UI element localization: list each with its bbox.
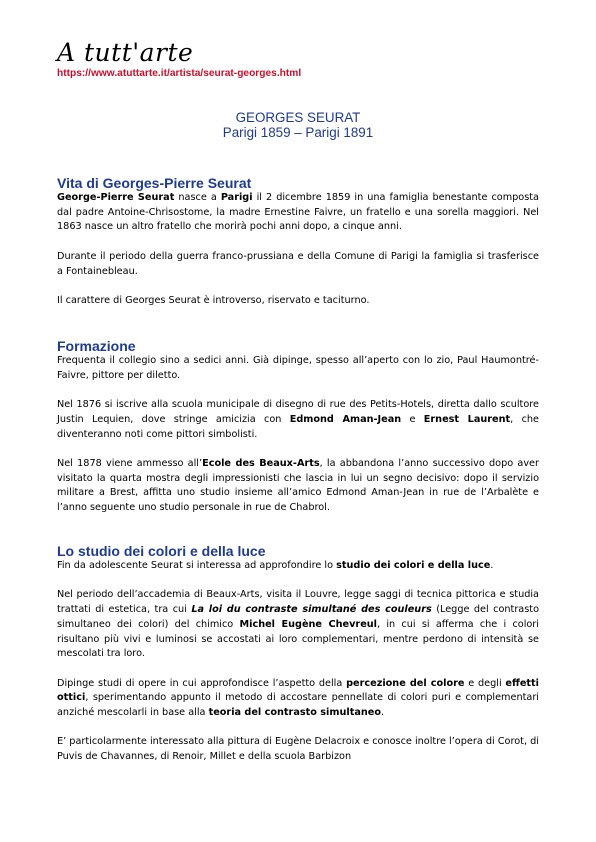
emphasized-text: percezione del colore [346,677,465,689]
body-paragraph [57,457,539,516]
section-heading: Lo studio dei colori e della luce [57,543,266,559]
text-run: Nel 1876 si iscrive alla scuola municipale di disegno di rue des Petits-Hotels, diretta dallo scultore Justin Lequien, dove stringe amicizia con [57,399,539,425]
section-heading: Formazione [57,338,136,354]
text-run: e [401,413,424,425]
body-paragraph [57,354,539,383]
body-paragraph [57,191,539,235]
emphasized-text: Ernest Laurent [423,413,511,425]
body-paragraph [57,398,539,442]
text-run: , la abbandona l’anno successivo dopo aver visitato la quarta mostra degli impressionisti che lascia in lui un segno decisivo: dopo il servizio militare a Brest, affitta uno studio insieme all’amico Edmond Aman-Jean in rue de l’Arbalète e l’anno seguente uno studio personale in rue de Chabrol. [57,457,540,513]
section-body [57,354,539,516]
emphasized-text: effetti ottici [57,677,539,704]
emphasized-text: George-Pierre Seurat [57,192,175,203]
section-body [57,191,539,309]
page-subtitle: Parigi 1859 – Parigi 1891 [222,125,374,140]
text-run: Frequenta il collegio sino a sedici anni. Già dipinge, spesso all’aperto con lo zio, Paul Haumontré-Faivre, pittore per diletto. [57,355,539,381]
body-paragraph [57,250,539,279]
text-run: , in cui si afferma che i colori risultano più vivi e luminosi se accostati ai loro complementari, mentre perdono di intensità se mescolati tra loro. [57,618,539,660]
section-vita [57,175,539,309]
source-url[interactable]: https://www.atuttarte.it/artista/seurat-georges.html [57,68,302,79]
text-run: e degli [464,677,506,689]
body-paragraph [57,294,539,309]
text-run: . [380,707,385,718]
emphasized-text: La loi du contraste simultané des couleurs [191,604,432,616]
text-run: Fin da adolescente Seurat si interessa ad approfondire lo [57,560,337,571]
section-studio-colori [57,543,539,765]
text-run: . [490,560,494,571]
text-run: , che diventeranno noti come pittori simbolisti. [57,413,539,440]
text-run: Il carattere di Georges Seurat è introverso, riservato e taciturno. [57,294,370,306]
section-formazione [57,338,539,516]
text-run: il 2 dicembre 1859 in una famiglia benestante composta dal padre Antoine-Chrisostome, la madre Ernestine Faivre, un fratello e una sorella maggiori. Nel 1863 nasce un altro fratello che morirà pochi anni dopo, a cinque anni. [57,192,539,233]
text-run: Durante il periodo della guerra franco-prussiana e della Comune di Parigi la famiglia si trasferisce a Fontainebleau. [57,250,539,277]
emphasized-text: Parigi [220,192,253,203]
text-run: , sperimentando appunto il metodo di accostare pennellate di colori puri e complementari anziché mescolarli in base alla [57,692,539,718]
emphasized-text: Michel Eugène Chevreul [239,618,378,630]
body-paragraph [57,559,539,574]
text-run: E’ particolarmente interessato alla pittura di Eugène Delacroix e conosce inoltre l’opera di Corot, di Puvis de Chavannes, di Renoir, Millet e della scuola Barbizon [57,736,539,763]
text-run: nasce a [174,192,221,203]
emphasized-text: teoria del contrasto simultaneo [208,707,381,718]
page-title: GEORGES SEURAT [235,110,361,125]
emphasized-text: Edmond Aman-Jean [289,413,402,425]
emphasized-text: studio dei colori e della luce [336,560,491,571]
text-run: (Legge del contrasto simultaneo dei colori) del chimico [57,604,540,630]
text-run: Dipinge studi di opere in cui approfondisce l’aspetto della [57,677,347,689]
section-body [57,559,539,765]
text-run: Nel periodo dell’accademia di Beaux-Arts, visita il Louvre, legge saggi di tecnica pittorica e studia trattati di estetica, tra cui [57,589,539,616]
body-paragraph [57,735,539,764]
body-paragraph [57,677,539,721]
site-logo: A tutt'arte [57,38,194,67]
body-paragraph [57,588,539,662]
text-run: Nel 1878 viene ammesso all’ [57,457,203,469]
section-heading: Vita di Georges-Pierre Seurat [57,175,252,191]
emphasized-text: Ecole des Beaux-Arts [202,457,320,469]
